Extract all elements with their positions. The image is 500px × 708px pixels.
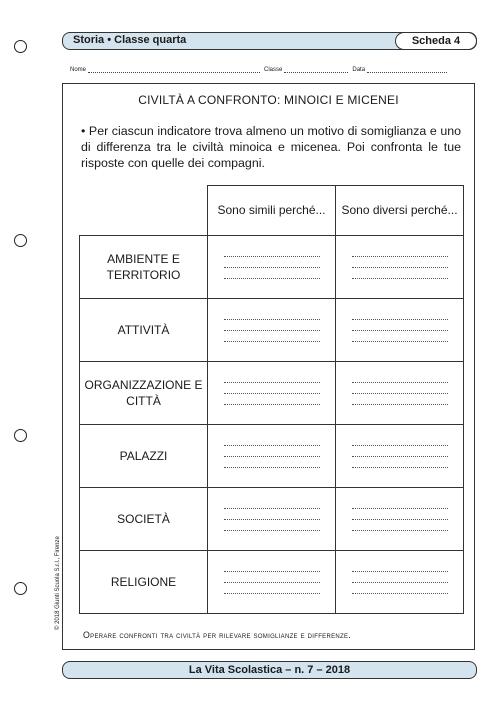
copyright-text: © 2018 Giunti Scuola S.r.l., Firenze: [55, 536, 61, 630]
date-line: [367, 66, 447, 73]
table-row: [80, 299, 464, 362]
row-label: RELIGIONE: [80, 551, 208, 614]
binder-hole-top: [14, 40, 27, 53]
table-row: [80, 551, 464, 614]
row-label: AMBIENTE E TERRITORIO: [80, 236, 208, 299]
comparison-table: [79, 185, 464, 614]
publication-footer: La Vita Scolastica – n. 7 – 2018: [62, 661, 477, 679]
table-row: [80, 236, 464, 299]
class-label: Classe: [264, 67, 283, 73]
row-label: ATTIVITÀ: [80, 299, 208, 362]
table-row: [80, 488, 464, 551]
answer-different[interactable]: [336, 362, 464, 425]
binder-hole-upper-middle: [14, 234, 27, 247]
date-label: Data: [352, 67, 366, 73]
instructions-text: • Per ciascun indicatore trova almeno un motivo di somiglianza e uno di differenza tra le civiltà minoica e micenea. Poi confronta le tue risposte con quelle dei compagni.: [81, 124, 461, 170]
table-row: [80, 425, 464, 488]
worksheet-box: [62, 83, 475, 650]
answer-similar[interactable]: [208, 551, 336, 614]
sheet-number-tab: Scheda 4: [395, 32, 477, 50]
column-different: Sono diversi perché...: [336, 186, 464, 236]
answer-similar[interactable]: [208, 236, 336, 299]
answer-similar[interactable]: [208, 425, 336, 488]
name-label: Nome: [70, 67, 87, 73]
answer-similar[interactable]: [208, 362, 336, 425]
answer-different[interactable]: [336, 299, 464, 362]
table-header-row: [80, 186, 464, 236]
binder-hole-bottom: [14, 582, 27, 595]
row-label: PALAZZI: [80, 425, 208, 488]
row-label: ORGANIZZAZIONE E CITTÀ: [80, 362, 208, 425]
class-line: [284, 66, 348, 73]
class-field[interactable]: [264, 66, 348, 73]
answer-similar[interactable]: [208, 299, 336, 362]
name-field[interactable]: [70, 66, 260, 73]
answer-different[interactable]: [336, 425, 464, 488]
answer-different[interactable]: [336, 551, 464, 614]
objective-note: Operare confronti tra civiltà per rilevare somiglianze e differenze.: [83, 630, 352, 640]
binder-hole-lower-middle: [14, 429, 27, 442]
header-bar: [62, 32, 477, 50]
answer-different[interactable]: [336, 488, 464, 551]
row-label: SOCIETÀ: [80, 488, 208, 551]
column-similar: Sono simili perché...: [208, 186, 336, 236]
worksheet-title: CIVILTÀ A CONFRONTO: MINOICI E MICENEI: [138, 93, 399, 107]
date-field[interactable]: [352, 66, 447, 73]
subject-title: Storia • Classe quarta: [73, 34, 187, 46]
table-row: [80, 362, 464, 425]
answer-different[interactable]: [336, 236, 464, 299]
name-line: [88, 66, 260, 73]
table-corner: [80, 186, 208, 236]
student-fields: [70, 66, 475, 73]
answer-similar[interactable]: [208, 488, 336, 551]
